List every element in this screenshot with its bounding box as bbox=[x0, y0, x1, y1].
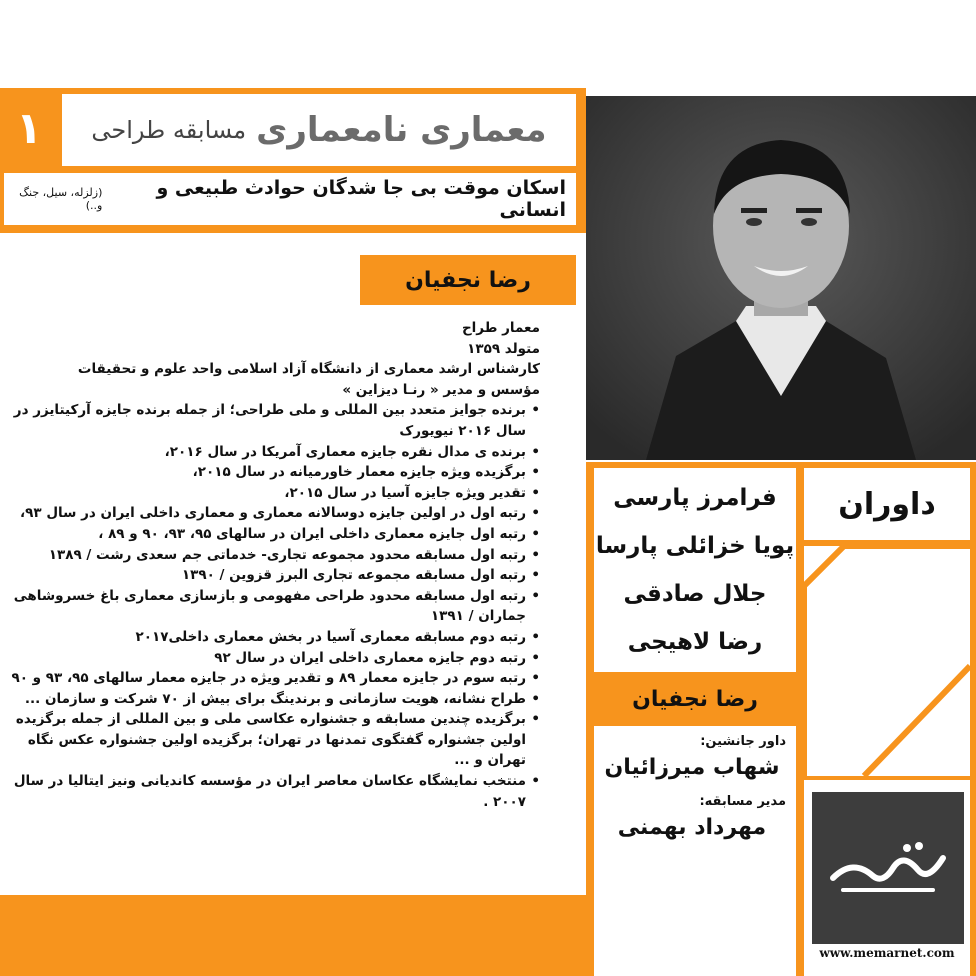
list-item: • رتبه اول در اولین جایزه دوسالانه معماری و معماری داخلی ایران در سال ۹۳، bbox=[10, 503, 540, 524]
list-item: • رتبه اول جایزه معماری داخلی ایران در سالهای ۹۵، ۹۳، ۹۰ و ۸۹ ، bbox=[10, 524, 540, 545]
decorative-lines bbox=[804, 546, 970, 776]
competition-number: ۱ bbox=[0, 90, 58, 166]
title-prefix: مسابقه طراحی bbox=[91, 116, 247, 144]
list-item: • رتبه دوم جایزه معماری داخلی ایران در سال ۹۲ bbox=[10, 648, 540, 669]
substitute-label: داور جانشین: bbox=[700, 734, 786, 749]
bio-line: کارشناس ارشد معماری از دانشگاه آزاد اسلامی واحد علوم و تحقیقات bbox=[77, 361, 540, 378]
competition-title bbox=[62, 94, 576, 166]
list-item: • برگزیده چندین مسابقه و جشنواره عکاسی ملی و بین المللی از جمله برگزیده اولین جشنواره گفتگوی تمدنها در تهران؛ برگزیده اولین جشنواره عکس نگاه تهران و ... bbox=[10, 709, 540, 771]
list-item: • رتبه اول مسابقه محدود طراحی مفهومی و بازسازی معماری باغ خسروشاهی جماران / ۱۳۹۱ bbox=[10, 586, 540, 627]
subtitle-paren: (زلزله، سیل، جنگ و..) bbox=[19, 186, 103, 212]
list-item: • رتبه اول مسابقه مجموعه تجاری البرز قزوین / ۱۳۹۰ bbox=[10, 565, 540, 586]
manager-label: مدیر مسابقه: bbox=[699, 794, 786, 809]
jury-member: پویا خزائلی پارسا bbox=[595, 533, 795, 559]
jury-member: رضا لاهیجی bbox=[627, 629, 763, 655]
bio-line: مؤسس و مدیر « رنـا دیزاین » bbox=[342, 381, 540, 398]
list-item: • برنده ی مدال نقره جایزه معماری آمریکا در سال ۲۰۱۶، bbox=[10, 442, 540, 463]
list-item: • رتبه اول مسابقه محدود مجموعه تجاری- خدماتی جم سعدی رشت / ۱۳۸۹ bbox=[10, 545, 540, 566]
manager-name: مهرداد بهمنی bbox=[617, 815, 767, 840]
list-item: • برگزیده ویژه جایزه معمار خاورمیانه در سال ۲۰۱۵، bbox=[10, 462, 540, 483]
substitute-name: شهاب میرزائیان bbox=[604, 755, 780, 780]
jury-heading: داوران bbox=[804, 468, 970, 540]
jury-members bbox=[594, 468, 796, 672]
list-item: • منتخب نمایشگاه عکاسان معاصر ایران در مؤسسه کاندیانی ونیز ایتالیا در سال ۲۰۰۷ . bbox=[10, 771, 540, 812]
subtitle-main: اسکان موقت بی جا شدگان حوادث طبیعی و انسانی bbox=[156, 177, 566, 221]
list-item: • تقدیر ویژه جایزه آسیا در سال ۲۰۱۵، bbox=[10, 483, 540, 504]
competition-subtitle bbox=[4, 173, 576, 225]
list-item: • طراح نشانه، هویت سازمانی و برندینگ برای بیش از ۷۰ شرکت و سازمان ... bbox=[10, 689, 540, 710]
jury-roles bbox=[594, 726, 796, 976]
profile-name-tag: رضا نجفیان bbox=[360, 255, 576, 305]
jury-member: جلال صادقی bbox=[623, 581, 767, 607]
achievements-list bbox=[10, 400, 570, 812]
memarnet-logo-icon bbox=[812, 792, 964, 944]
profile-biography bbox=[10, 318, 570, 812]
list-item: • رتبه سوم در جایزه معمار ۸۹ و تقدیر ویژه در جایزه معمار سالهای ۹۵، ۹۳ و ۹۰ bbox=[10, 668, 540, 689]
jury-member: فرامرز پارسی bbox=[613, 485, 777, 511]
bio-line: متولد ۱۳۵۹ bbox=[467, 340, 540, 357]
title-main: معماری نامعماری bbox=[256, 110, 547, 150]
jury-highlight-name: رضا نجفیان bbox=[594, 676, 796, 722]
website-link[interactable]: www.memarnet.com bbox=[819, 946, 955, 960]
portrait-photo bbox=[586, 96, 976, 460]
bottom-band bbox=[0, 895, 586, 976]
bio-line: معمار طراح bbox=[461, 320, 540, 336]
list-item: • برنده جوایز متعدد بین المللی و ملی طراحی؛ از جمله برنده جایزه آرکیتایزر در سال ۲۰۱۶ نیویورک bbox=[10, 400, 540, 441]
list-item: • رتبه دوم مسابقه معماری آسیا در بخش معماری داخلی۲۰۱۷ bbox=[10, 627, 540, 648]
